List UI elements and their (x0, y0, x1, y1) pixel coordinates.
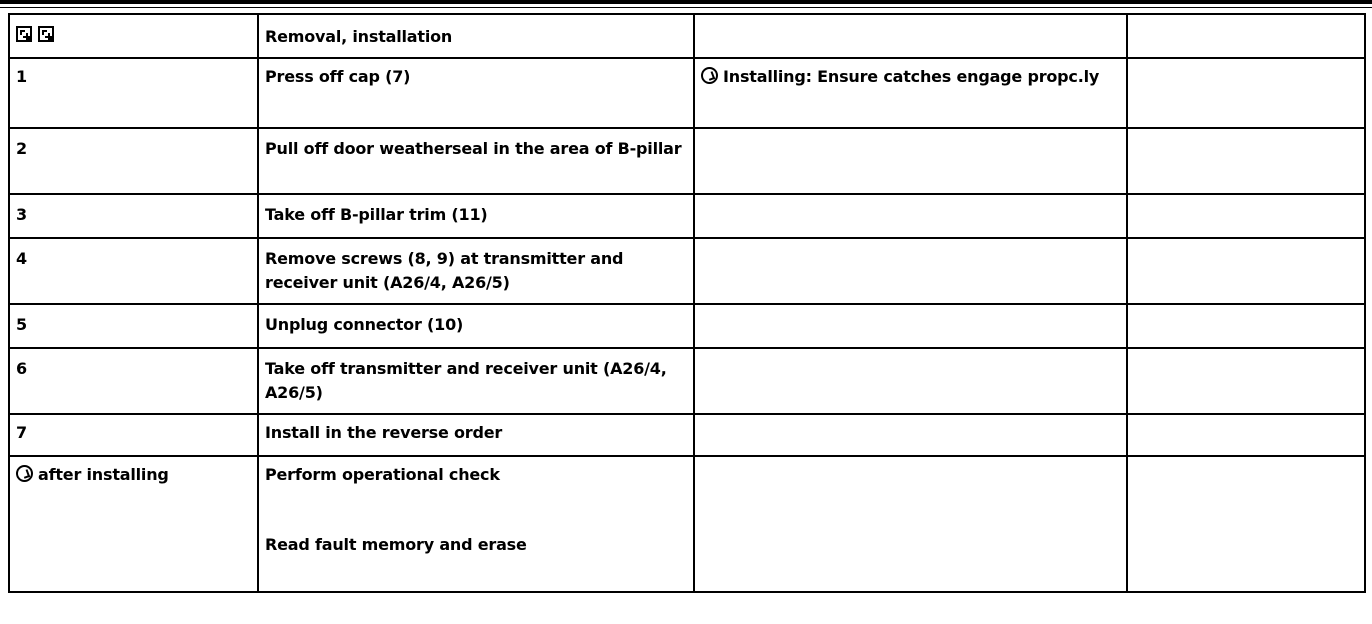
step-extra (1127, 128, 1365, 194)
final-note (694, 456, 1127, 592)
step-number: 1 (9, 58, 258, 128)
check-circle-icon (16, 465, 33, 482)
step-number: 5 (9, 304, 258, 348)
final-actions-cell (258, 456, 694, 592)
step-extra (1127, 194, 1365, 238)
step-action: Take off B-pillar trim (11) (258, 194, 694, 238)
top-rule (0, 0, 1372, 4)
table-row (9, 414, 1365, 456)
step-number: 6 (9, 348, 258, 414)
expand-icon (16, 26, 32, 42)
final-action: Perform operational check (265, 465, 500, 484)
final-step-label: after installing (38, 465, 169, 484)
step-action: Remove screws (8, 9) at transmitter and receiver unit (A26/4, A26/5) (258, 238, 694, 304)
step-number: 4 (9, 238, 258, 304)
step-action: Take off transmitter and receiver unit (A26/4, A26/5) (258, 348, 694, 414)
step-action: Install in the reverse order (258, 414, 694, 456)
step-number: 3 (9, 194, 258, 238)
table-row (9, 58, 1365, 128)
step-note (694, 414, 1127, 456)
procedure-table (8, 13, 1366, 593)
step-extra (1127, 348, 1365, 414)
step-note (694, 238, 1127, 304)
step-extra (1127, 238, 1365, 304)
final-step-cell (9, 456, 258, 592)
step-note (694, 128, 1127, 194)
header-col4 (1127, 14, 1365, 58)
table-row (9, 194, 1365, 238)
header-title: Removal, installation (258, 14, 694, 58)
table-row (9, 348, 1365, 414)
step-note (694, 194, 1127, 238)
final-extra (1127, 456, 1365, 592)
table-row (9, 238, 1365, 304)
step-note-text: Installing: Ensure catches engage propc.ly (723, 67, 1100, 86)
table-row (9, 128, 1365, 194)
step-action: Pull off door weatherseal in the area of B-pillar (258, 128, 694, 194)
header-icons-cell (9, 14, 258, 58)
header-col3 (694, 14, 1127, 58)
step-note (694, 58, 1127, 128)
step-extra (1127, 304, 1365, 348)
table-row-final (9, 456, 1365, 592)
step-note (694, 348, 1127, 414)
step-note (694, 304, 1127, 348)
step-number: 2 (9, 128, 258, 194)
table-header-row (9, 14, 1365, 58)
check-circle-icon (701, 67, 718, 84)
top-rule-secondary (0, 7, 1372, 8)
spacer (265, 487, 685, 533)
step-extra (1127, 414, 1365, 456)
step-number: 7 (9, 414, 258, 456)
step-action: Unplug connector (10) (258, 304, 694, 348)
step-extra (1127, 58, 1365, 128)
collapse-icon (38, 26, 54, 42)
final-action: Read fault memory and erase (265, 535, 527, 554)
step-action: Press off cap (7) (258, 58, 694, 128)
table-row (9, 304, 1365, 348)
